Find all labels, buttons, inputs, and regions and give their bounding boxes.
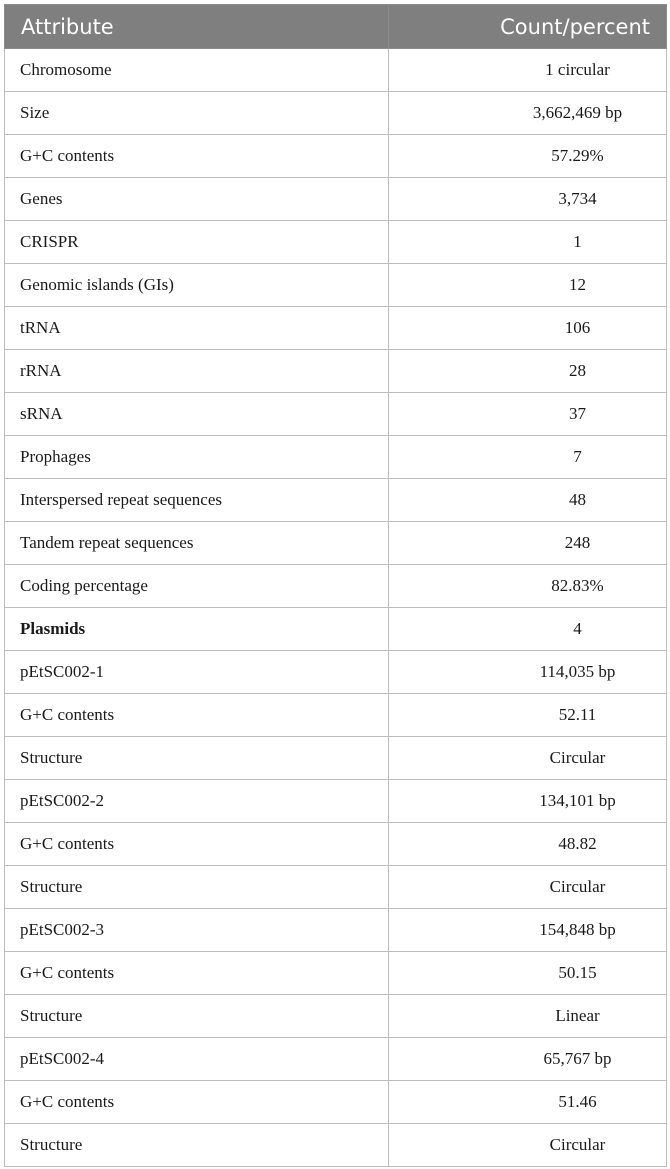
attribute-cell: Chromosome — [5, 49, 389, 92]
value-cell: 52.11 — [389, 694, 667, 737]
value-cell: Circular — [389, 737, 667, 780]
value-cell: 65,767 bp — [389, 1038, 667, 1081]
attribute-cell: pEtSC002-3 — [5, 909, 389, 952]
header-attribute: Attribute — [5, 5, 389, 49]
attribute-cell: Structure — [5, 1124, 389, 1167]
attribute-cell: G+C contents — [5, 1081, 389, 1124]
attribute-cell: G+C contents — [5, 952, 389, 995]
table-row — [5, 866, 667, 909]
table-row — [5, 135, 667, 178]
table-row — [5, 221, 667, 264]
table-row — [5, 479, 667, 522]
attribute-cell: Structure — [5, 737, 389, 780]
table-row — [5, 522, 667, 565]
attribute-cell: Size — [5, 92, 389, 135]
table-row — [5, 952, 667, 995]
attribute-cell: G+C contents — [5, 694, 389, 737]
value-cell: 28 — [389, 350, 667, 393]
value-cell: 12 — [389, 264, 667, 307]
value-cell: 106 — [389, 307, 667, 350]
attribute-cell: Interspersed repeat sequences — [5, 479, 389, 522]
value-cell: 134,101 bp — [389, 780, 667, 823]
table-row — [5, 1124, 667, 1167]
attribute-cell: Structure — [5, 995, 389, 1038]
attribute-cell: rRNA — [5, 350, 389, 393]
table-row — [5, 178, 667, 221]
attribute-cell: Tandem repeat sequences — [5, 522, 389, 565]
table-body — [5, 49, 667, 1167]
value-cell: 4 — [389, 608, 667, 651]
attribute-cell: G+C contents — [5, 823, 389, 866]
attribute-cell: CRISPR — [5, 221, 389, 264]
value-cell: Circular — [389, 866, 667, 909]
attribute-cell: Structure — [5, 866, 389, 909]
table-row — [5, 823, 667, 866]
table-row — [5, 92, 667, 135]
value-cell: 114,035 bp — [389, 651, 667, 694]
table-row — [5, 694, 667, 737]
table-row — [5, 909, 667, 952]
table-row — [5, 995, 667, 1038]
attribute-cell: pEtSC002-2 — [5, 780, 389, 823]
value-cell: Circular — [389, 1124, 667, 1167]
attribute-cell: Coding percentage — [5, 565, 389, 608]
value-cell: 248 — [389, 522, 667, 565]
attribute-cell: sRNA — [5, 393, 389, 436]
attribute-cell: G+C contents — [5, 135, 389, 178]
attribute-cell: Prophages — [5, 436, 389, 479]
table-row — [5, 436, 667, 479]
table-row — [5, 350, 667, 393]
value-cell: 1 circular — [389, 49, 667, 92]
attribute-cell: tRNA — [5, 307, 389, 350]
table-row — [5, 780, 667, 823]
attribute-cell: Plasmids — [5, 608, 389, 651]
table-row — [5, 1038, 667, 1081]
attribute-table — [4, 4, 667, 1167]
value-cell: 3,662,469 bp — [389, 92, 667, 135]
value-cell: 51.46 — [389, 1081, 667, 1124]
table-row — [5, 608, 667, 651]
value-cell: Linear — [389, 995, 667, 1038]
table-header-row — [5, 5, 667, 49]
value-cell: 50.15 — [389, 952, 667, 995]
value-cell: 82.83% — [389, 565, 667, 608]
value-cell: 1 — [389, 221, 667, 264]
table-row — [5, 1081, 667, 1124]
value-cell: 57.29% — [389, 135, 667, 178]
table-row — [5, 307, 667, 350]
header-count-percent: Count/percent — [389, 5, 667, 49]
attribute-cell: Genomic islands (GIs) — [5, 264, 389, 307]
table-row — [5, 565, 667, 608]
attribute-cell: pEtSC002-4 — [5, 1038, 389, 1081]
table-row — [5, 49, 667, 92]
table-row — [5, 393, 667, 436]
value-cell: 7 — [389, 436, 667, 479]
table-row — [5, 737, 667, 780]
attribute-cell: pEtSC002-1 — [5, 651, 389, 694]
value-cell: 37 — [389, 393, 667, 436]
value-cell: 48 — [389, 479, 667, 522]
attribute-cell: Genes — [5, 178, 389, 221]
value-cell: 3,734 — [389, 178, 667, 221]
value-cell: 154,848 bp — [389, 909, 667, 952]
table-row — [5, 264, 667, 307]
value-cell: 48.82 — [389, 823, 667, 866]
table-row — [5, 651, 667, 694]
